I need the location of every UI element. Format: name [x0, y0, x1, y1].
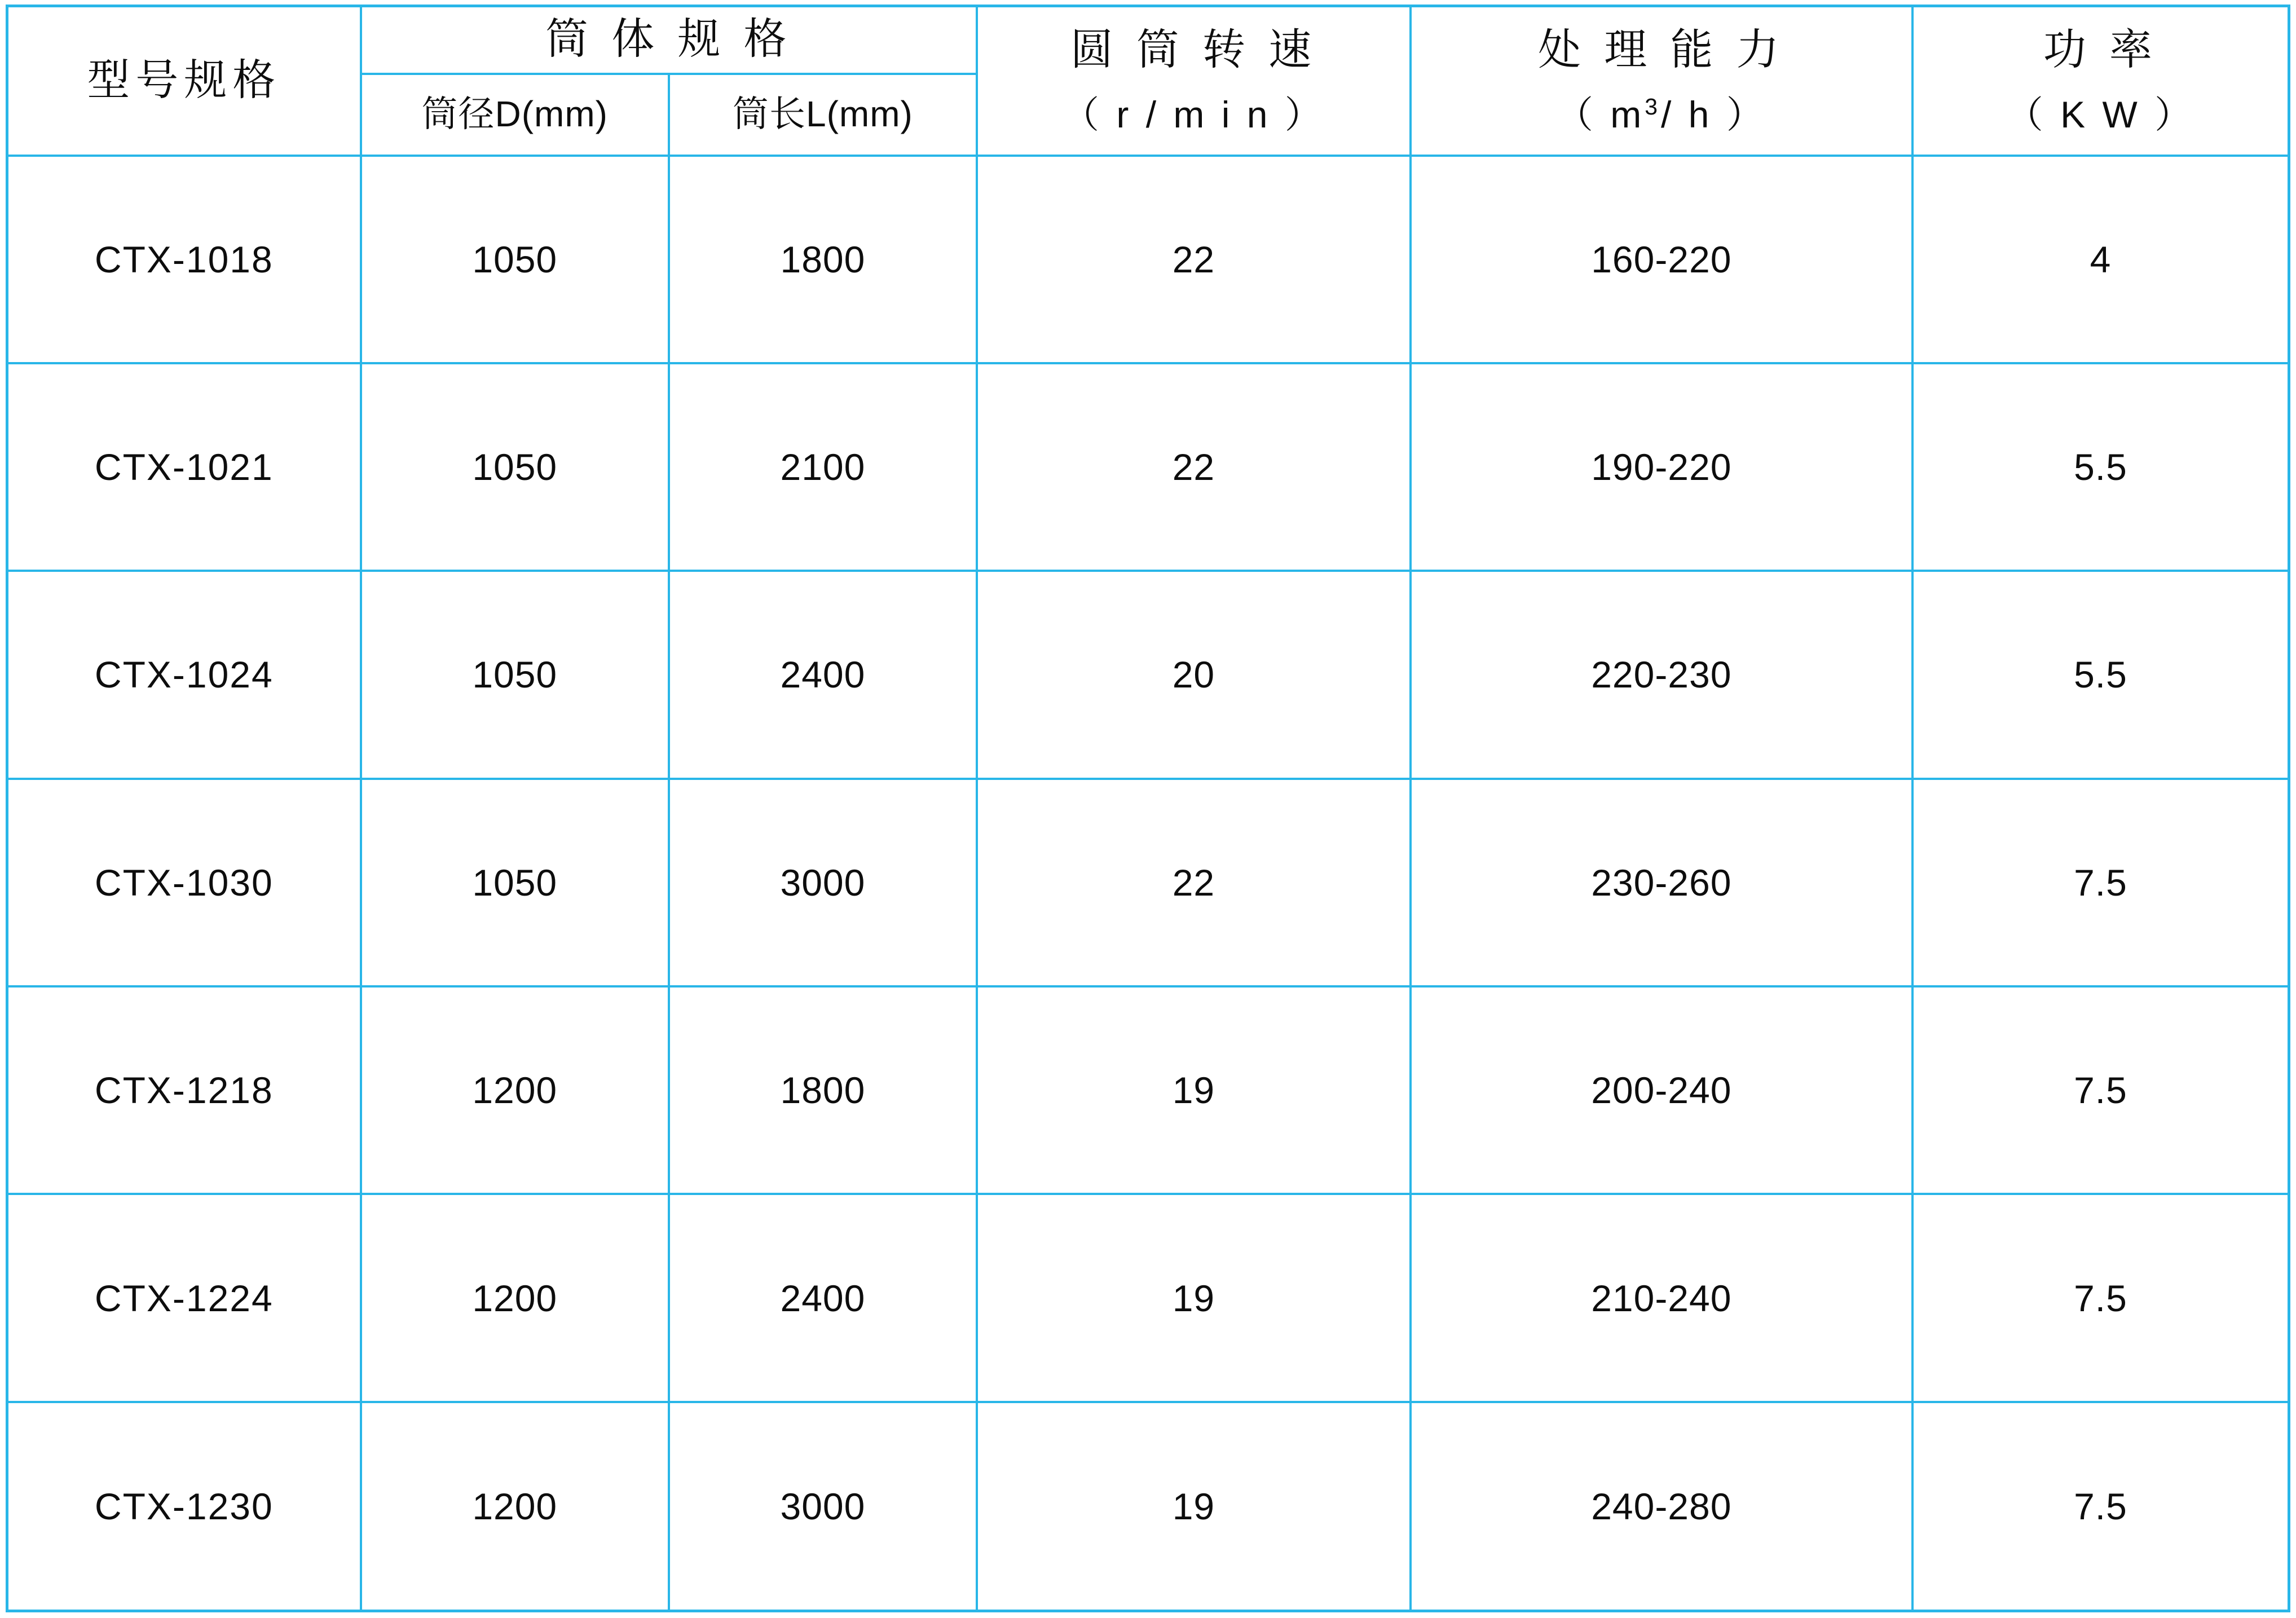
header-drum-group: 筒 体 规 格 [361, 6, 977, 74]
cell-diameter: 1050 [361, 779, 669, 986]
capacity-unit-exponent: 3 [1645, 94, 1661, 120]
table-row [7, 1402, 2289, 1611]
table-row [7, 986, 2289, 1194]
cell-power: 5.5 [1912, 363, 2289, 571]
header-power-unit: （ K W ） [2006, 94, 2196, 135]
table-row [7, 571, 2289, 778]
cell-length: 2400 [669, 571, 977, 778]
cell-diameter: 1050 [361, 363, 669, 571]
table-row [7, 1194, 2289, 1401]
cell-length: 3000 [669, 1402, 977, 1611]
capacity-unit-suffix: / h ） [1661, 94, 1767, 135]
cell-power: 7.5 [1912, 1194, 2289, 1401]
cell-model: CTX-1024 [7, 571, 361, 778]
specification-table [6, 5, 2290, 1612]
cell-length: 3000 [669, 779, 977, 986]
cell-diameter: 1200 [361, 1194, 669, 1401]
cell-speed: 22 [977, 156, 1411, 363]
cell-model: CTX-1224 [7, 1194, 361, 1401]
cell-power: 4 [1912, 156, 2289, 363]
cell-length: 1800 [669, 156, 977, 363]
cell-model: CTX-1218 [7, 986, 361, 1194]
cell-length: 1800 [669, 986, 977, 1194]
cell-power: 5.5 [1912, 571, 2289, 778]
header-drum-speed-unit: （ r / m i n ） [1062, 94, 1325, 135]
cell-capacity: 220-230 [1411, 571, 1912, 778]
cell-model: CTX-1018 [7, 156, 361, 363]
header-row-top [7, 6, 2289, 74]
cell-diameter: 1050 [361, 571, 669, 778]
cell-speed: 20 [977, 571, 1411, 778]
cell-diameter: 1200 [361, 986, 669, 1194]
cell-model: CTX-1030 [7, 779, 361, 986]
header-drum-speed [977, 6, 1411, 156]
cell-length: 2400 [669, 1194, 977, 1401]
cell-speed: 19 [977, 1402, 1411, 1611]
cell-length: 2100 [669, 363, 977, 571]
capacity-unit-prefix: （ m [1555, 94, 1645, 135]
cell-speed: 19 [977, 1194, 1411, 1401]
header-power-title: 功 率 [2043, 26, 2158, 74]
header-drum-length: 筒长L(mm) [669, 74, 977, 156]
table-row [7, 363, 2289, 571]
cell-model: CTX-1230 [7, 1402, 361, 1611]
cell-capacity: 230-260 [1411, 779, 1912, 986]
cell-capacity: 160-220 [1411, 156, 1912, 363]
header-power [1912, 6, 2289, 156]
header-capacity-unit [1416, 90, 1907, 140]
header-drum-diameter: 筒径D(mm) [361, 74, 669, 156]
table-header [7, 6, 2289, 156]
cell-speed: 22 [977, 779, 1411, 986]
cell-speed: 19 [977, 986, 1411, 1194]
cell-speed: 22 [977, 363, 1411, 571]
cell-power: 7.5 [1912, 986, 2289, 1194]
table-row [7, 156, 2289, 363]
cell-capacity: 200-240 [1411, 986, 1912, 1194]
cell-capacity: 240-280 [1411, 1402, 1912, 1611]
header-capacity-title: 处 理 能 力 [1538, 26, 1785, 74]
header-capacity [1411, 6, 1912, 156]
cell-capacity: 210-240 [1411, 1194, 1912, 1401]
cell-power: 7.5 [1912, 779, 2289, 986]
cell-capacity: 190-220 [1411, 363, 1912, 571]
cell-diameter: 1050 [361, 156, 669, 363]
cell-power: 7.5 [1912, 1402, 2289, 1611]
table-body [7, 156, 2289, 1611]
header-model: 型号规格 [7, 6, 361, 156]
cell-diameter: 1200 [361, 1402, 669, 1611]
cell-model: CTX-1021 [7, 363, 361, 571]
table-row [7, 779, 2289, 986]
header-drum-speed-title: 圆 筒 转 速 [1070, 26, 1317, 74]
